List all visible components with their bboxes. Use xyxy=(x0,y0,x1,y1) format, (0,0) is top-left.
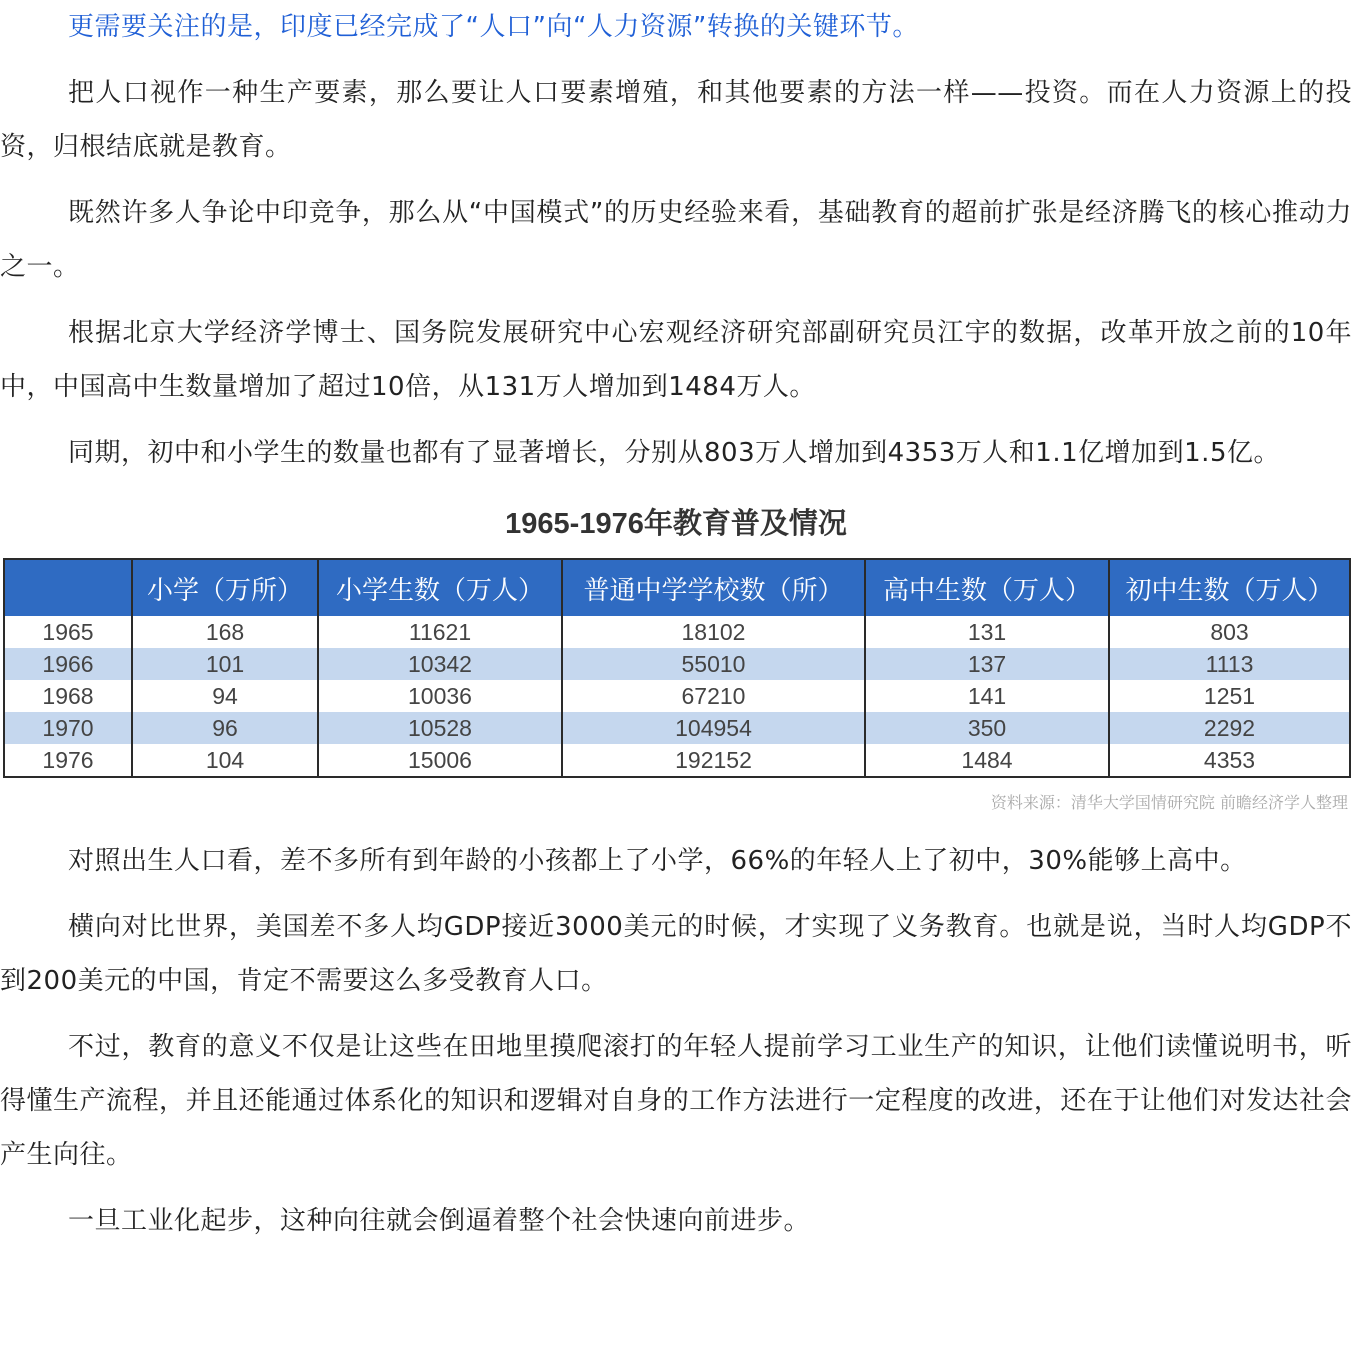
cell-value: 104954 xyxy=(562,712,865,744)
cell-value: 141 xyxy=(865,680,1109,712)
cell-year: 1976 xyxy=(4,744,132,777)
cell-value: 104 xyxy=(132,744,318,777)
cell-value: 10036 xyxy=(318,680,562,712)
header-middle-schools: 普通中学学校数（所） xyxy=(562,559,865,616)
cell-value: 350 xyxy=(865,712,1109,744)
cell-value: 15006 xyxy=(318,744,562,777)
paragraph: 既然许多人争论中印竞争，那么从“中国模式”的历史经验来看，基础教育的超前扩张是经济腾飞的核心推动力之一。 xyxy=(0,198,1352,282)
cell-value: 67210 xyxy=(562,680,865,712)
cell-value: 803 xyxy=(1109,616,1350,648)
paragraph: 把人口视作一种生产要素，那么要让人口要素增殖，和其他要素的方法一样——投资。而在人力资源上的投资，归根结底就是教育。 xyxy=(0,78,1352,162)
table-row xyxy=(4,744,1350,777)
figure-title: 1965-1976年教育普及情况 xyxy=(505,508,847,540)
cell-year: 1970 xyxy=(4,712,132,744)
cell-value: 96 xyxy=(132,712,318,744)
header-primary-students: 小学生数（万人） xyxy=(318,559,562,616)
cell-value: 192152 xyxy=(562,744,865,777)
highlight-paragraph: 更需要关注的是，印度已经完成了“人口”向“人力资源”转换的关键环节。 xyxy=(68,12,919,42)
education-table-figure xyxy=(0,504,1352,834)
paragraph: 一旦工业化起步，这种向往就会倒逼着整个社会快速向前进步。 xyxy=(68,1206,811,1236)
cell-value: 137 xyxy=(865,648,1109,680)
cell-value: 1113 xyxy=(1109,648,1350,680)
table-row xyxy=(4,712,1350,744)
cell-year: 1965 xyxy=(4,616,132,648)
cell-value: 1484 xyxy=(865,744,1109,777)
header-junior-students: 初中生数（万人） xyxy=(1109,559,1350,616)
cell-value: 10342 xyxy=(318,648,562,680)
header-high-students: 高中生数（万人） xyxy=(865,559,1109,616)
cell-value: 131 xyxy=(865,616,1109,648)
education-table xyxy=(3,558,1351,778)
paragraph: 同期，初中和小学生的数量也都有了显著增长，分别从803万人增加到4353万人和1.1亿增加到1.5亿。 xyxy=(68,438,1280,468)
paragraph: 横向对比世界，美国差不多人均GDP接近3000美元的时候，才实现了义务教育。也就是说，当时人均GDP不到200美元的中国，肯定不需要这么多受教育人口。 xyxy=(0,912,1352,996)
source-note: 资料来源：清华大学国情研究院 前瞻经济学人整理 xyxy=(990,793,1348,812)
header-year xyxy=(4,559,132,616)
table-row xyxy=(4,680,1350,712)
paragraph: 根据北京大学经济学博士、国务院发展研究中心宏观经济研究部副研究员江宇的数据，改革开放之前的10年中，中国高中生数量增加了超过10倍，从131万人增加到1484万人。 xyxy=(0,318,1352,402)
cell-value: 94 xyxy=(132,680,318,712)
table-header-row xyxy=(4,559,1350,616)
cell-value: 4353 xyxy=(1109,744,1350,777)
paragraph: 对照出生人口看，差不多所有到年龄的小孩都上了小学，66%的年轻人上了初中，30%能够上高中。 xyxy=(68,846,1247,876)
table-row xyxy=(4,616,1350,648)
cell-year: 1966 xyxy=(4,648,132,680)
table-row xyxy=(4,648,1350,680)
header-primary-schools: 小学（万所） xyxy=(132,559,318,616)
cell-value: 11621 xyxy=(318,616,562,648)
cell-year: 1968 xyxy=(4,680,132,712)
cell-value: 168 xyxy=(132,616,318,648)
cell-value: 55010 xyxy=(562,648,865,680)
cell-value: 1251 xyxy=(1109,680,1350,712)
paragraph: 不过，教育的意义不仅是让这些在田地里摸爬滚打的年轻人提前学习工业生产的知识，让他们读懂说明书，听得懂生产流程，并且还能通过体系化的知识和逻辑对自身的工作方法进行一定程度的改进，还在于让他们对发达社会产生向往。 xyxy=(0,1032,1352,1170)
cell-value: 101 xyxy=(132,648,318,680)
cell-value: 18102 xyxy=(562,616,865,648)
cell-value: 10528 xyxy=(318,712,562,744)
cell-value: 2292 xyxy=(1109,712,1350,744)
